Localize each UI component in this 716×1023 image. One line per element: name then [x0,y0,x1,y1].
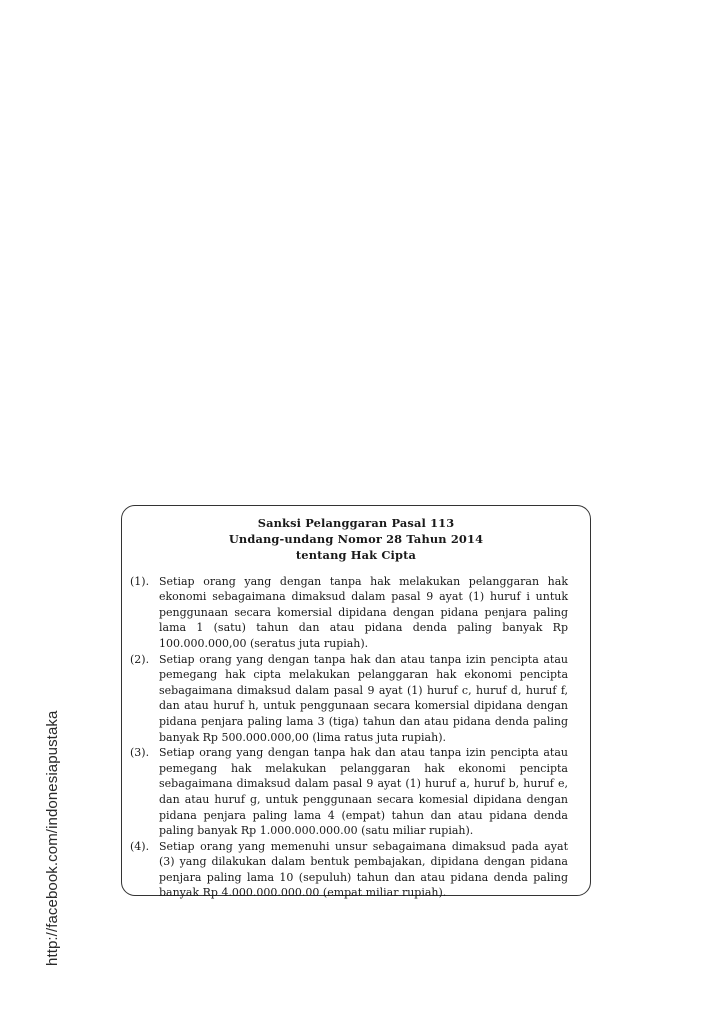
item-number: (2). [130,652,150,666]
heading-line-3: tentang Hak Cipta [295,548,417,563]
item-text: Setiap orang yang dengan tanpa hak melakukan pelanggaran hak ekonomi sebagaimana dimaksud dalam pasal 9 ayat (1) huruf i untuk penggunaan secara komersial dipidana dengan pidana penjara paling lama 1 (satu) tahun dan atau pidana denda paling banyak Rp 100.000.000,00 (seratus juta rupiah). [159,574,568,650]
heading-line-1: Sanksi Pelanggaran Pasal 113 [257,516,455,530]
item-number: (3). [130,746,150,760]
sanction-heading [130,515,568,564]
sanction-item-4 [130,839,568,901]
sanction-item-3 [130,745,568,839]
sanction-list [130,574,568,901]
item-number: (1). [130,574,150,588]
item-text: Setiap orang yang dengan tanpa hak dan atau tanpa izin pencipta atau pemegang hak cipta melakukan pelanggaran hak ekonomi pencipta sebagaimana dimaksud dalam pasal 9 ayat (1) huruf c, huruf d, huruf f, dan atau huruf h, untuk penggunaan secara komersial dipidana dengan pidana penjara paling lama 3 (tiga) tahun dan atau pidana denda paling banyak Rp 500.000.000,00 (lima ratus juta rupiah). [159,652,568,744]
item-number: (4). [130,839,150,853]
item-text: Setiap orang yang memenuhi unsur sebagaimana dimaksud pada ayat (3) yang dilakukan dalam bentuk pembajakan, dipidana dengan pidana penjara paling lama 10 (sepuluh) tahun dan atau pidana denda paling banyak Rp 4.000.000.000.00 (empat miliar rupiah). [159,839,568,900]
item-text: Setiap orang yang dengan tanpa hak dan atau tanpa izin pencipta atau pemegang hak melakukan pelanggaran hak ekonomi pencipta sebagaimana dimaksud dalam pasal 9 ayat (1) huruf a, huruf b, huruf e, dan atau huruf g, untuk penggunaan secara komesial dipidana dengan pidana penjara paling lama 4 (empat) tahun dan atau pidana denda paling banyak Rp 1.000.000.000.00 (satu miliar rupiah). [159,746,568,838]
sanction-item-1 [130,574,568,652]
heading-line-2: Undang-undang Nomor 28 Tahun 2014 [228,532,484,547]
copyright-sanction-box [121,505,591,900]
side-watermark-url: http://facebook.com/indonesiapustaka [44,710,61,966]
sanction-item-2 [130,652,568,746]
